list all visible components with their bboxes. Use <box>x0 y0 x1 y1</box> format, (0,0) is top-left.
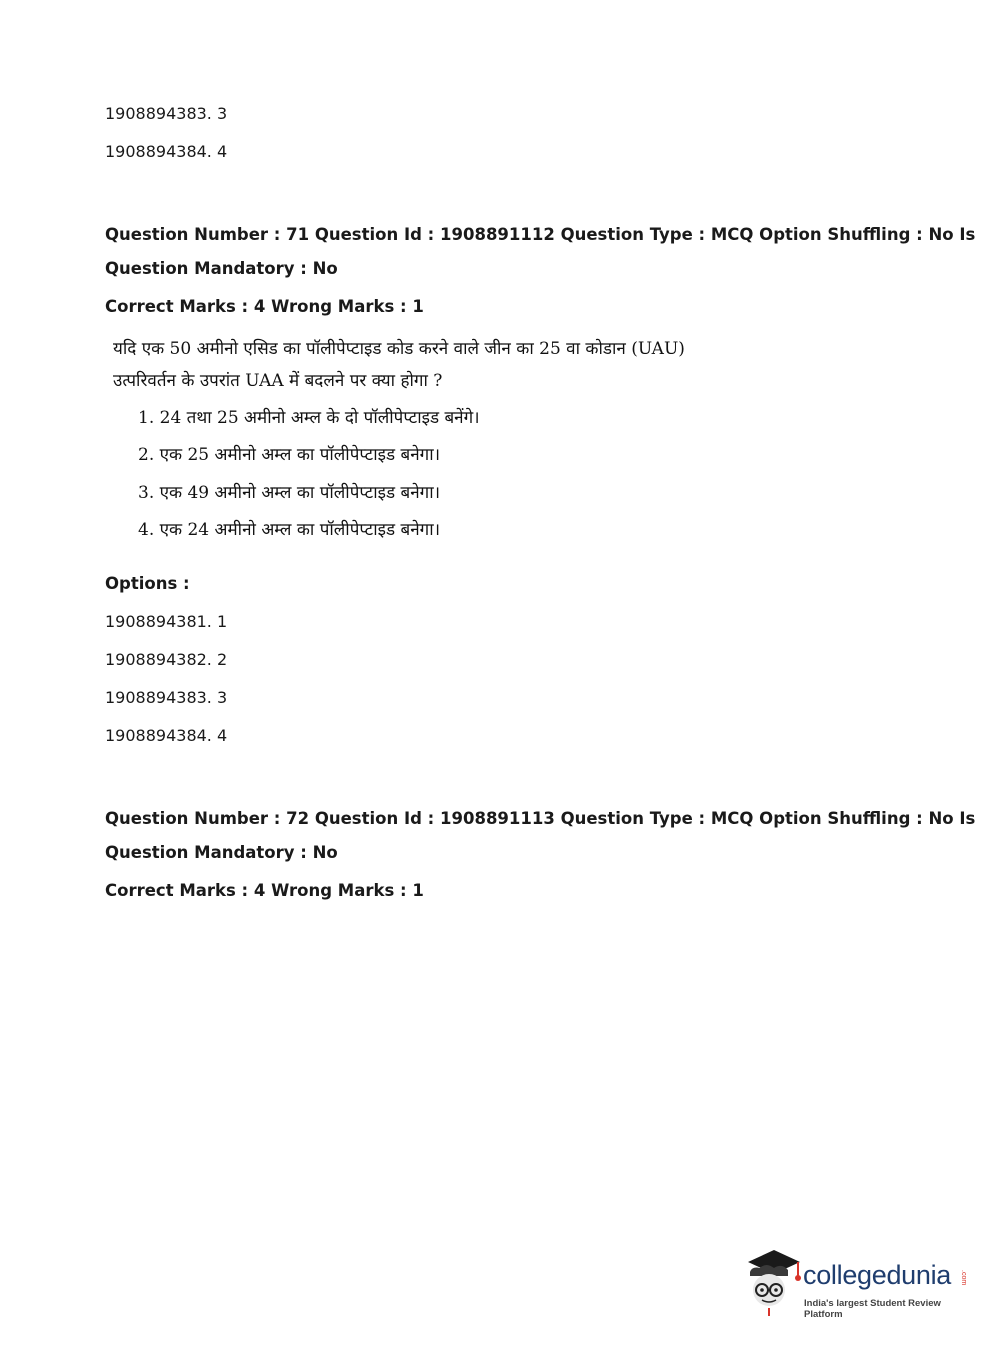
q71-choice-2: 2. एक 25 अमीनो अम्ल का पॉलीपेप्टाइड बनेगा। <box>138 445 441 465</box>
q72-header: Question Number : 72 Question Id : 1908891113 Question Type : MCQ Option Shuffling : No Is <box>105 809 976 828</box>
q71-header: Question Number : 71 Question Id : 1908891112 Question Type : MCQ Option Shuffling : No Is <box>105 225 976 244</box>
q71-option-1: 1908894381. 1 <box>105 612 228 631</box>
q71-marks: Correct Marks : 4 Wrong Marks : 1 <box>105 297 424 316</box>
top-option-3: 1908894383. 3 <box>105 104 228 123</box>
graduate-mascot-icon <box>742 1248 802 1318</box>
q71-option-4: 1908894384. 4 <box>105 726 228 745</box>
q71-question-line1: यदि एक 50 अमीनो एसिड का पॉलीपेप्टाइड कोड करने वाले जीन का 25 वा कोडान (UAU) <box>113 339 685 359</box>
q72-mandatory: Question Mandatory : No <box>105 843 338 862</box>
q71-question-line2: उत्परिवर्तन के उपरांत UAA में बदलने पर क्या होगा ? <box>113 371 443 391</box>
top-option-4: 1908894384. 4 <box>105 142 228 161</box>
q71-mandatory: Question Mandatory : No <box>105 259 338 278</box>
collegedunia-logo[interactable] <box>742 1248 972 1320</box>
q71-choice-3: 3. एक 49 अमीनो अम्ल का पॉलीपेप्टाइड बनेगा। <box>138 483 441 503</box>
q72-marks: Correct Marks : 4 Wrong Marks : 1 <box>105 881 424 900</box>
q71-options-label: Options : <box>105 574 190 593</box>
q71-option-2: 1908894382. 2 <box>105 650 228 669</box>
logo-tagline: India's largest Student Review Platform <box>804 1298 941 1320</box>
logo-com-suffix: .com <box>960 1270 967 1286</box>
q71-choice-1: 1. 24 तथा 25 अमीनो अम्ल के दो पॉलीपेप्टाइड बनेंगे। <box>138 408 480 428</box>
q71-option-3: 1908894383. 3 <box>105 688 228 707</box>
q71-choice-4: 4. एक 24 अमीनो अम्ल का पॉलीपेप्टाइड बनेगा। <box>138 520 441 540</box>
logo-wordmark: collegedunia <box>803 1260 952 1290</box>
